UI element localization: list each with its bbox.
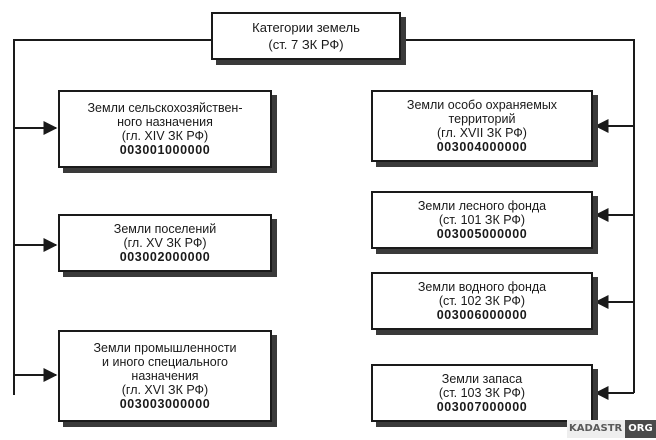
right-box-protected-territories [371, 90, 593, 162]
box-line: назначения [131, 369, 199, 383]
box-line: Земли сельскохозяйствен- [87, 101, 243, 115]
box-line: (ст. 101 ЗК РФ) [438, 213, 526, 227]
right-box-forest-fund [371, 191, 593, 249]
box-code: 003002000000 [119, 250, 211, 264]
box-line: (гл. XIV ЗК РФ) [121, 129, 209, 143]
box-line: Земли запаса [441, 372, 523, 386]
right-box-water-fund [371, 272, 593, 330]
box-line: Земли особо охраняемых [406, 98, 558, 112]
box-line: ного назначения [117, 115, 213, 129]
watermark-right: ORG [625, 420, 655, 438]
box-line: Земли лесного фонда [417, 199, 547, 213]
box-line: Земли поселений [113, 222, 217, 236]
box-code: 003001000000 [119, 143, 211, 157]
box-line: Земли промышленности [93, 341, 237, 355]
kadastr-watermark [567, 420, 656, 438]
root-box-land-categories [211, 12, 401, 60]
left-box-industrial [58, 330, 272, 422]
box-line: (ст. 102 ЗК РФ) [438, 294, 526, 308]
left-box-settlements [58, 214, 272, 272]
box-line: (гл. XVII ЗК РФ) [437, 126, 527, 140]
box-code: 003004000000 [436, 140, 528, 154]
box-line: Земли водного фонда [417, 280, 547, 294]
box-code: 003003000000 [119, 397, 211, 411]
watermark-left: KADASTR [567, 420, 625, 438]
box-code: 003006000000 [436, 308, 528, 322]
left-box-agricultural [58, 90, 272, 168]
box-line: (гл. XV ЗК РФ) [123, 236, 207, 250]
root-subtitle: (ст. 7 ЗК РФ) [268, 37, 344, 52]
right-box-reserve [371, 364, 593, 422]
box-line: территорий [448, 112, 516, 126]
box-line: и иного специального [102, 355, 228, 369]
root-title: Категории земель [252, 20, 360, 35]
box-line: (ст. 103 ЗК РФ) [438, 386, 526, 400]
box-code: 003005000000 [436, 227, 528, 241]
box-code: 003007000000 [436, 400, 528, 414]
box-line: (гл. XVI ЗК РФ) [121, 383, 209, 397]
